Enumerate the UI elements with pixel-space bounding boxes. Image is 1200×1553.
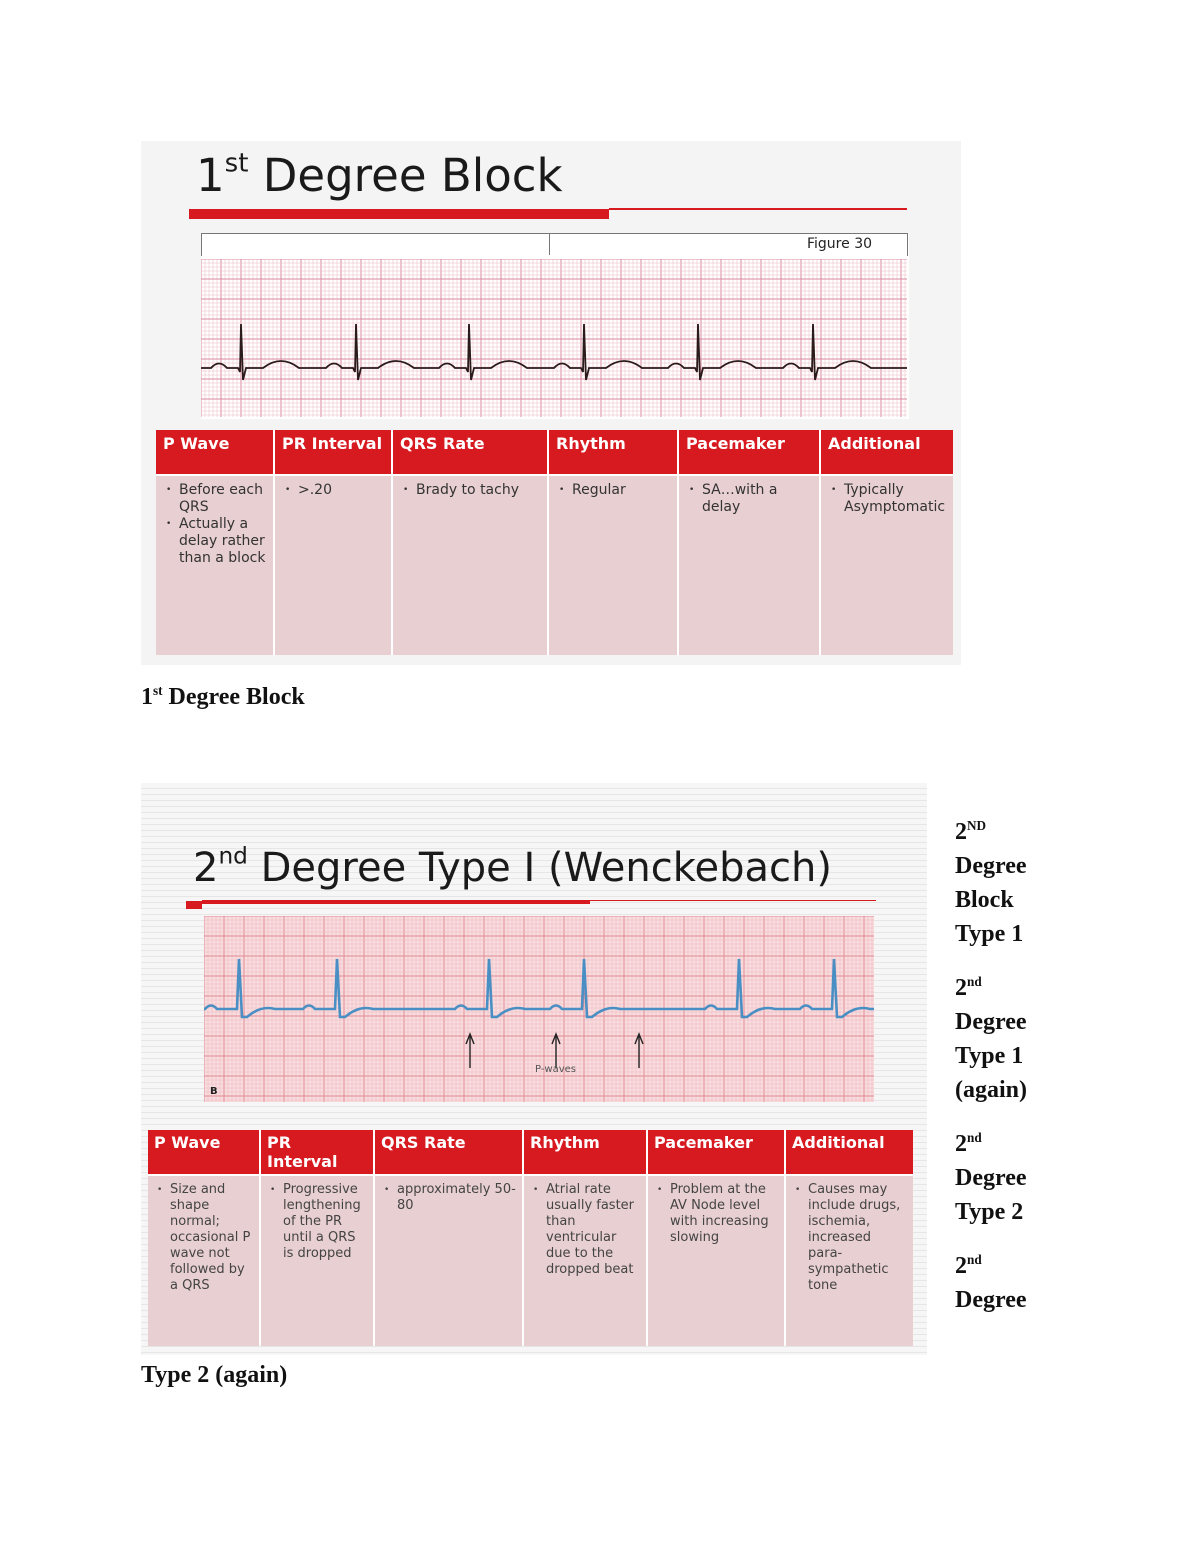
note-line: (again) xyxy=(955,1077,1027,1103)
cell-pacemaker xyxy=(678,475,820,655)
bullet-item: • Progressive lengthening of the PR until a QRS is dropped xyxy=(267,1182,367,1262)
bullet-item: • Before each QRS xyxy=(163,482,266,516)
note-ordinal: 2 xyxy=(955,975,967,1001)
info-table-2 xyxy=(148,1130,913,1346)
header-qrs-rate: QRS Rate xyxy=(392,430,548,475)
title-ordinal: 2 xyxy=(193,845,219,891)
cell-qrs-rate xyxy=(392,475,548,655)
cell-qrs-rate xyxy=(374,1175,523,1346)
bullet-item: • Size and shape normal; occasional P wave not followed by a QRS xyxy=(154,1182,253,1294)
header-p-wave: P Wave xyxy=(148,1130,260,1175)
note-line: Degree xyxy=(955,1165,1027,1191)
bullet-item: • SA…with a delay xyxy=(686,482,812,516)
caption-superscript: st xyxy=(153,682,163,698)
header-rhythm: Rhythm xyxy=(523,1130,647,1175)
caption-type-2-again xyxy=(141,1362,287,1389)
cell-pr-interval xyxy=(274,475,392,655)
bullet-item: • Actually a delay rather than a block xyxy=(163,516,266,567)
caption-text: Type 2 (again) xyxy=(141,1362,288,1388)
title-rule-thin xyxy=(609,208,907,210)
strip-letter: B xyxy=(210,1086,218,1097)
cell-rhythm xyxy=(523,1175,647,1346)
note-line: Type 2 xyxy=(955,1199,1024,1225)
caption-text: Degree Block xyxy=(162,684,305,710)
note-line: Type 1 xyxy=(955,1043,1024,1069)
header-pr-interval: PR Interval xyxy=(260,1130,374,1175)
info-table-1 xyxy=(156,430,953,655)
note-superscript: nd xyxy=(967,1129,982,1145)
side-note xyxy=(955,1249,1055,1317)
note-line: Block xyxy=(955,887,1014,913)
title-text: Degree Type I (Wenckebach) xyxy=(247,845,832,891)
side-notes xyxy=(955,815,1055,1337)
note-superscript: ND xyxy=(967,817,987,833)
bullet-item: • Brady to tachy xyxy=(400,482,540,499)
ecg-trace-1 xyxy=(201,259,909,419)
bullet-item: • Causes may include drugs, ischemia, increased para-sympathetic tone xyxy=(792,1182,907,1294)
note-superscript: nd xyxy=(967,1251,982,1267)
title-superscript: st xyxy=(224,148,249,179)
caption-ordinal: 1 xyxy=(141,684,153,710)
ecg-strip-1 xyxy=(201,233,909,419)
ecg-frame-2 xyxy=(549,233,550,255)
slide-second-degree-type-1 xyxy=(141,783,927,1355)
note-ordinal: 2 xyxy=(955,1253,967,1279)
note-line: Degree xyxy=(955,853,1027,879)
header-p-wave: P Wave xyxy=(156,430,274,475)
cell-p-wave xyxy=(156,475,274,655)
bullet-item: • Regular xyxy=(556,482,670,499)
cell-pacemaker xyxy=(647,1175,785,1346)
pwaves-label: P-waves xyxy=(535,1064,577,1075)
note-line: Type 1 xyxy=(955,921,1024,947)
note-line: Degree xyxy=(955,1009,1027,1035)
side-note xyxy=(955,971,1055,1107)
note-ordinal: 2 xyxy=(955,1131,967,1157)
cell-rhythm xyxy=(548,475,678,655)
slide-first-degree-block xyxy=(141,141,961,665)
title-text: Degree Block xyxy=(248,149,563,202)
caption-first-degree-block xyxy=(141,684,305,711)
header-pr-interval: PR Interval xyxy=(274,430,392,475)
bullet-item: • >.20 xyxy=(282,482,384,499)
header-pacemaker: Pacemaker xyxy=(678,430,820,475)
p-wave-arrow xyxy=(466,1034,474,1068)
bullet-item: • approximately 50-80 xyxy=(381,1182,516,1214)
slide-title xyxy=(193,842,832,891)
title-superscript: nd xyxy=(218,842,248,870)
title-ordinal: 1 xyxy=(196,149,225,202)
title-rule-hair xyxy=(590,900,876,901)
title-rule-thick xyxy=(186,901,202,909)
title-rule-thick xyxy=(189,209,609,219)
side-note xyxy=(955,815,1055,951)
note-superscript: nd xyxy=(967,973,982,989)
cell-p-wave xyxy=(148,1175,260,1346)
header-additional: Additional xyxy=(785,1130,913,1175)
cell-additional xyxy=(785,1175,913,1346)
bullet-item: • Problem at the AV Node level with increasing slowing xyxy=(654,1182,778,1246)
cell-pr-interval xyxy=(260,1175,374,1346)
slide-title xyxy=(196,149,563,202)
header-qrs-rate: QRS Rate xyxy=(374,1130,523,1175)
bullet-item: • Typically Asymptomatic xyxy=(828,482,946,516)
note-ordinal: 2 xyxy=(955,819,967,845)
p-wave-arrow xyxy=(552,1034,560,1068)
header-pacemaker: Pacemaker xyxy=(647,1130,785,1175)
ecg-strip-2 xyxy=(204,916,874,1102)
note-line: Degree xyxy=(955,1287,1027,1313)
figure-label: Figure 30 xyxy=(807,236,873,252)
ecg-frame-1 xyxy=(201,233,908,256)
ecg-grid xyxy=(201,259,907,417)
cell-additional xyxy=(820,475,953,655)
side-note xyxy=(955,1127,1055,1229)
header-rhythm: Rhythm xyxy=(548,430,678,475)
title-rule-thin xyxy=(202,900,590,904)
bullet-item: • Atrial rate usually faster than ventricular due to the dropped beat xyxy=(530,1182,640,1278)
header-additional: Additional xyxy=(820,430,953,475)
